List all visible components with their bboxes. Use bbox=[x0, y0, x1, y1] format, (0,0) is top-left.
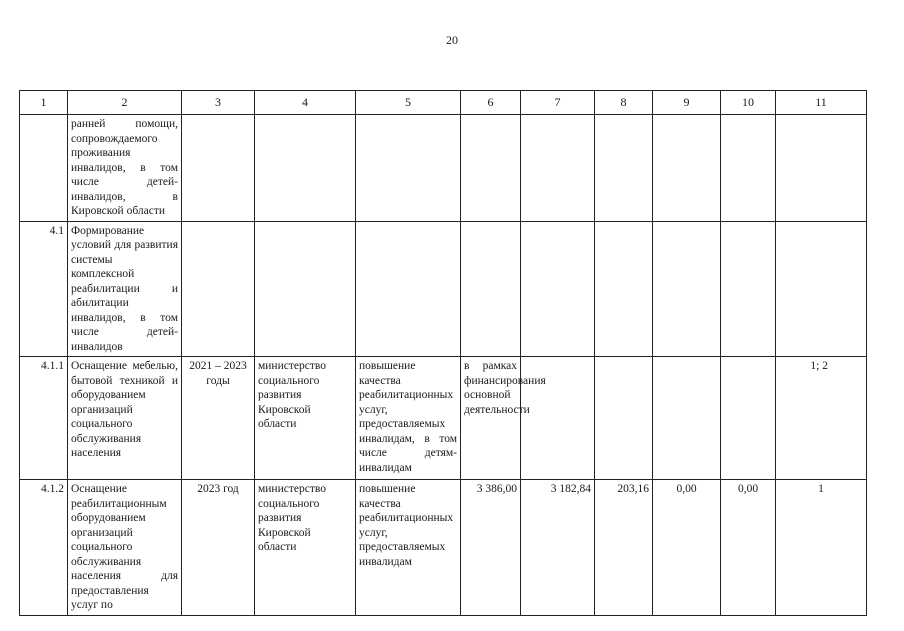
executor: министерство социального развития Кировской области bbox=[255, 357, 356, 480]
executor bbox=[255, 221, 356, 357]
header-cell: 2 bbox=[68, 91, 182, 115]
amount-col-7 bbox=[521, 221, 595, 357]
table-row bbox=[20, 357, 867, 480]
item-number: 4.1.2 bbox=[20, 480, 68, 616]
header-cell: 1 bbox=[20, 91, 68, 115]
amount-col-9 bbox=[653, 115, 721, 222]
indicator-ref bbox=[776, 221, 867, 357]
table-row bbox=[20, 480, 867, 616]
header-cell: 4 bbox=[255, 91, 356, 115]
amount-col-10 bbox=[721, 357, 776, 480]
amount-col-8 bbox=[595, 221, 653, 357]
measure-name: Оснащение реабилитационным оборудованием организаций социального обслуживания населения для предоставления услуг по bbox=[68, 480, 182, 616]
item-number bbox=[20, 115, 68, 222]
executor: министерство социального развития Кировской области bbox=[255, 480, 356, 616]
header-cell: 8 bbox=[595, 91, 653, 115]
header-cell: 5 bbox=[356, 91, 461, 115]
amount-col-8: 203,16 bbox=[595, 480, 653, 616]
amount-total bbox=[461, 221, 521, 357]
measure-name: ранней помощи, сопровождаемого проживания инвалидов, в том числе детей-инвалидов, в Кировской области bbox=[68, 115, 182, 222]
amount-col-7: 3 182,84 bbox=[521, 480, 595, 616]
amount-col-10 bbox=[721, 221, 776, 357]
amount-col-9: 0,00 bbox=[653, 480, 721, 616]
amount-col-7 bbox=[521, 115, 595, 222]
executor bbox=[255, 115, 356, 222]
result: повышение качества реабилитационных услуг, предоставляемых инвалидам bbox=[356, 480, 461, 616]
amount-total: в рамках финансирования основной деятельности bbox=[461, 357, 521, 480]
table-row bbox=[20, 221, 867, 357]
period: 2023 год bbox=[182, 480, 255, 616]
amount-col-8 bbox=[595, 115, 653, 222]
header-cell: 6 bbox=[461, 91, 521, 115]
item-number: 4.1 bbox=[20, 221, 68, 357]
header-row bbox=[20, 91, 867, 115]
amount-col-9 bbox=[653, 221, 721, 357]
header-cell: 3 bbox=[182, 91, 255, 115]
measure-name: Оснащение мебелью, бытовой техникой и оборудованием организаций социального обслуживания населения bbox=[68, 357, 182, 480]
header-cell: 9 bbox=[653, 91, 721, 115]
header-cell: 11 bbox=[776, 91, 867, 115]
period: 2021 – 2023 годы bbox=[182, 357, 255, 480]
amount-col-10 bbox=[721, 115, 776, 222]
period bbox=[182, 115, 255, 222]
amount-total: 3 386,00 bbox=[461, 480, 521, 616]
indicator-ref: 1 bbox=[776, 480, 867, 616]
measure-name: Формирование условий для развития системы комплексной реабилитации и абилитации инвалидов, в том числе детей-инвалидов bbox=[68, 221, 182, 357]
header-cell: 7 bbox=[521, 91, 595, 115]
result bbox=[356, 115, 461, 222]
amount-total bbox=[461, 115, 521, 222]
amount-col-10: 0,00 bbox=[721, 480, 776, 616]
result: повышение качества реабилитационных услуг, предоставляемых инвалидам, в том числе детям-инвалидам bbox=[356, 357, 461, 480]
item-number: 4.1.1 bbox=[20, 357, 68, 480]
header-cell: 10 bbox=[721, 91, 776, 115]
program-table bbox=[19, 90, 867, 616]
result bbox=[356, 221, 461, 357]
indicator-ref: 1; 2 bbox=[776, 357, 867, 480]
period bbox=[182, 221, 255, 357]
table-row bbox=[20, 115, 867, 222]
amount-col-9 bbox=[653, 357, 721, 480]
indicator-ref bbox=[776, 115, 867, 222]
amount-col-8 bbox=[595, 357, 653, 480]
page-number: 20 bbox=[446, 33, 458, 47]
